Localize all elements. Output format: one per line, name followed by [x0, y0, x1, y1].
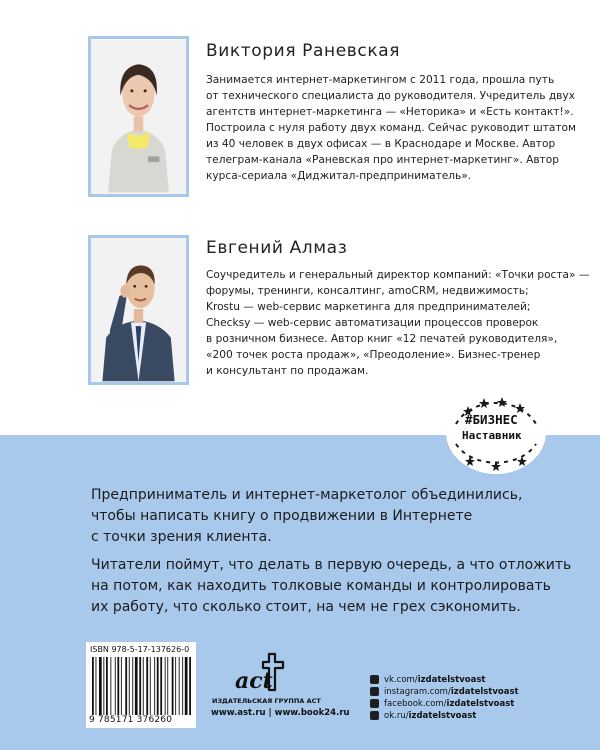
bio-line: Krostu — web-сервис маркетинга для предпринимателей; — [206, 301, 531, 313]
facebook-icon — [370, 699, 379, 708]
isbn-label: ISBN 978-5-17-137626-0 — [90, 645, 190, 654]
author-photo-ranevskaya — [88, 36, 189, 197]
bio-line: Соучредитель и генеральный директор компаний: «Точки роста» — — [206, 269, 590, 281]
author-photo-almaz — [88, 235, 189, 385]
social-link-facebook[interactable] — [370, 698, 514, 709]
social-link-vk[interactable] — [370, 674, 485, 685]
social-handle: izdatelstvoast — [408, 710, 477, 721]
bio-line: Checksy — web-сервис автоматизации процессов проверок — [206, 317, 539, 329]
blurb-paragraph — [91, 485, 522, 548]
blurb-line: Предприниматель и интернет-маркетолог объединились, — [91, 487, 523, 503]
author-portrait-woman — [91, 39, 186, 194]
bio-line: агентств интернет-маркетинга — «Неторика» и «Есть контакт!». — [206, 106, 574, 118]
blurb-line: чтобы написать книгу о продвижении в Интернете — [91, 508, 473, 524]
instagram-icon — [370, 687, 379, 696]
author-bio — [206, 267, 590, 379]
author-bio — [206, 72, 577, 184]
bio-line: Занимается интернет-маркетингом с 2011 года, прошла путь — [206, 74, 555, 86]
blurb-line: их работу, что сколько стоит, на чем не грех сэкономить. — [91, 599, 521, 615]
publisher-logo-text: act — [235, 668, 273, 694]
vk-icon — [370, 675, 379, 684]
barcode-icon — [90, 657, 194, 715]
blurb-line: Читатели поймут, что делать в первую очередь, а что отложить — [91, 557, 572, 573]
author-name: Виктория Раневская — [206, 41, 401, 61]
blurb-paragraph — [91, 555, 571, 618]
social-prefix: facebook.com/ — [384, 698, 447, 709]
social-link-instagram[interactable] — [370, 686, 519, 697]
social-prefix: instagram.com/ — [384, 686, 451, 697]
social-prefix: ok.ru/ — [384, 710, 409, 721]
publisher-logo — [231, 650, 291, 696]
author-portrait-man — [91, 238, 186, 382]
barcode-digits: 9 785171 376260 — [89, 715, 173, 725]
bio-line: Построила с нуля работу двух команд. Сейчас руководит штатом — [206, 122, 577, 134]
ok-icon — [370, 711, 379, 720]
bio-line: форумы, тренинги, консалтинг, amoCRM, недвижимость; — [206, 285, 529, 297]
social-handle: izdatelstvoast — [450, 686, 519, 697]
bio-line: телеграм-канала «Раневская про интернет-маркетинг». Автор — [206, 154, 559, 166]
bio-line: и консультант по продажам. — [206, 365, 369, 377]
author-name: Евгений Алмаз — [206, 238, 348, 258]
blurb-line: с точки зрения клиента. — [91, 529, 272, 545]
publisher-websites: www.ast.ru | www.book24.ru — [211, 708, 350, 718]
bio-line: в розничном бизнесе. Автор книг «12 печатей руководителя», — [206, 333, 558, 345]
bio-line: «200 точек роста продаж», «Преодоление». Бизнес-тренер — [206, 349, 541, 361]
bio-line: курса-сериала «Диджитал-предприниматель». — [206, 170, 472, 182]
badge-title: #БИЗНЕС — [465, 412, 518, 427]
social-handle: izdatelstvoast — [446, 698, 515, 709]
publisher-name: ИЗДАТЕЛЬСКАЯ ГРУППА АСТ — [212, 697, 321, 705]
social-prefix: vk.com/ — [384, 674, 418, 685]
blurb-line: на потом, как находить толковые команды и контролировать — [91, 578, 551, 594]
bio-line: из 40 человек в двух офисах — в Краснодаре и Москве. Автор — [206, 138, 556, 150]
badge-subtitle: Наставник — [462, 429, 522, 442]
bio-line: от технического специалиста до руководителя. Учредитель двух — [206, 90, 575, 102]
social-link-ok[interactable] — [370, 710, 476, 721]
social-handle: izdatelstvoast — [417, 674, 486, 685]
